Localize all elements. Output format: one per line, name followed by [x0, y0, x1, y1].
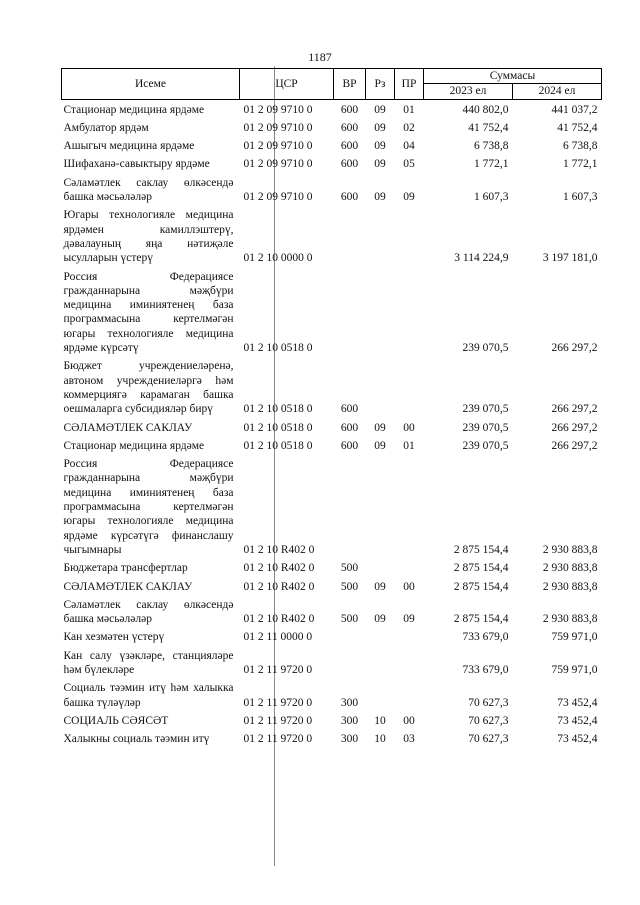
row-pr	[395, 646, 424, 679]
table-row	[62, 595, 602, 628]
row-name: Халыкны социаль тәэмин итү	[63, 733, 210, 746]
row-rz	[366, 558, 395, 576]
table-row	[62, 267, 602, 357]
header-year-2023: 2023 ел	[424, 84, 513, 99]
row-rz: 09	[374, 439, 386, 452]
row-rz: 09	[374, 103, 386, 116]
row-value-2023: 2 875 154,4	[453, 543, 509, 556]
table-row	[62, 136, 602, 154]
row-vr	[334, 205, 366, 266]
row-csr: 01 2 09 9710 0	[243, 103, 313, 116]
row-rz: 10	[374, 714, 386, 727]
row-rz: 09	[374, 140, 386, 153]
header-name: Исеме	[62, 69, 240, 100]
row-pr: 09	[403, 613, 415, 626]
row-name: Ашыгыч медицина ярдәме	[63, 140, 195, 153]
page-number: 1187	[308, 50, 332, 64]
row-csr: 01 2 10 0518 0	[243, 439, 313, 452]
row-value-2023: 733 679,0	[462, 631, 509, 644]
row-rz: 09	[374, 158, 386, 171]
row-vr: 300	[340, 714, 359, 727]
header-vr: ВР	[334, 69, 366, 100]
row-value-2024: 266 297,2	[551, 342, 598, 355]
row-pr	[395, 627, 424, 645]
row-rz	[366, 646, 395, 679]
row-name: Югары технологияле медицина ярдәмен камиллэштерү, дәвалауның яңа нәтиҗәле ысулларын үстерү	[63, 209, 234, 265]
row-csr: 01 2 11 9720 0	[243, 696, 313, 709]
table-row	[62, 646, 602, 679]
row-pr: 02	[403, 121, 415, 134]
row-csr: 01 2 10 0000 0	[243, 252, 313, 265]
row-vr: 500	[340, 580, 359, 593]
row-value-2024: 73 452,4	[557, 714, 598, 727]
row-name: Бюджет учреждениеләренә, автоном учреждениеләргә һәм коммерциягә карамаган башка оешмаларга субсидияләр бирү	[63, 360, 234, 416]
row-rz	[366, 356, 395, 417]
row-value-2024: 266 297,2	[551, 439, 598, 452]
table-row	[62, 729, 602, 747]
header-sums: Суммасы	[424, 69, 602, 84]
row-vr: 500	[340, 613, 359, 626]
row-value-2024: 759 971,0	[551, 663, 598, 676]
row-value-2024: 1 607,3	[563, 191, 598, 204]
row-pr: 00	[403, 714, 415, 727]
row-pr: 00	[403, 421, 415, 434]
budget-table	[61, 68, 602, 747]
row-pr: 00	[403, 580, 415, 593]
row-vr: 500	[340, 562, 359, 575]
row-value-2024: 266 297,2	[551, 421, 598, 434]
row-vr: 600	[340, 140, 359, 153]
row-csr: 01 2 10 0518 0	[243, 342, 313, 355]
table-row	[62, 558, 602, 576]
table-row	[62, 356, 602, 417]
row-name: Россия Федерациясе гражданнарына мәҗбүри медицина иминиятенең база программасына кертелмәгән югары технологияле медицина ярдәме күрсәтүгә финанслашу чыгымнары	[63, 458, 234, 556]
row-pr: 09	[403, 191, 415, 204]
row-vr	[334, 627, 366, 645]
row-rz: 09	[374, 191, 386, 204]
row-value-2023: 70 627,3	[468, 714, 509, 727]
row-value-2024: 3 197 181,0	[542, 252, 598, 265]
row-pr	[395, 678, 424, 711]
row-pr	[395, 267, 424, 357]
header-year-2024: 2024 ел	[513, 84, 602, 99]
row-vr: 300	[340, 733, 359, 746]
row-vr: 600	[340, 103, 359, 116]
row-csr: 01 2 09 9710 0	[243, 140, 313, 153]
row-vr: 600	[340, 403, 359, 416]
row-name: Стационар медицина ярдәме	[63, 103, 205, 116]
row-rz: 09	[374, 613, 386, 626]
row-value-2023: 2 875 154,4	[453, 562, 509, 575]
row-value-2023: 733 679,0	[462, 663, 509, 676]
table-row	[62, 711, 602, 729]
row-value-2023: 2 875 154,4	[453, 613, 509, 626]
row-rz: 09	[374, 421, 386, 434]
row-pr: 01	[403, 103, 415, 116]
row-name: СӘЛАМӘТЛЕК САКЛАУ	[63, 580, 193, 593]
row-name: Кан хезмәтен үстерү	[63, 631, 165, 644]
table-row	[62, 118, 602, 136]
row-value-2023: 1 607,3	[474, 191, 509, 204]
row-vr	[334, 267, 366, 357]
row-csr: 01 2 10 R402 0	[243, 580, 315, 593]
row-pr	[395, 454, 424, 558]
row-csr: 01 2 09 9710 0	[243, 191, 313, 204]
row-csr: 01 2 09 9710 0	[243, 121, 313, 134]
row-pr: 05	[403, 158, 415, 171]
row-csr: 01 2 09 9710 0	[243, 158, 313, 171]
row-rz	[366, 678, 395, 711]
row-name: Сәламәтлек саклау өлкәсендә башка мәсьәләләр	[63, 176, 234, 204]
table-header	[62, 69, 602, 100]
row-name: СӘЛАМӘТЛЕК САКЛАУ	[63, 421, 193, 434]
row-csr: 01 2 10 R402 0	[243, 613, 315, 626]
row-csr: 01 2 11 9720 0	[243, 714, 313, 727]
table-row	[62, 577, 602, 595]
row-vr: 600	[340, 421, 359, 434]
row-value-2023: 70 627,3	[468, 696, 509, 709]
row-value-2024: 2 930 883,8	[542, 580, 598, 593]
table-row	[62, 418, 602, 436]
row-vr: 600	[340, 158, 359, 171]
table-row	[62, 627, 602, 645]
table-row	[62, 99, 602, 118]
row-pr: 03	[403, 733, 415, 746]
header-pr: ПР	[395, 69, 424, 100]
header-csr: ЦСР	[240, 69, 334, 100]
row-name: Амбулатор ярдәм	[63, 121, 149, 134]
row-value-2024: 2 930 883,8	[542, 543, 598, 556]
row-rz	[366, 267, 395, 357]
row-vr: 600	[340, 439, 359, 452]
table-row	[62, 436, 602, 454]
table-row	[62, 154, 602, 172]
row-value-2023: 70 627,3	[468, 733, 509, 746]
row-rz: 09	[374, 121, 386, 134]
row-name: Бюджетара трансфертлар	[63, 562, 188, 575]
row-csr: 01 2 10 0518 0	[243, 421, 313, 434]
row-vr	[334, 646, 366, 679]
row-vr: 300	[340, 696, 359, 709]
row-rz	[366, 627, 395, 645]
row-name: Россия Федерациясе гражданнарына мәҗбүри медицина иминиятенең база программасына кертелмәгән югары технологияле медицина ярдәме күрсәтү	[63, 270, 234, 355]
row-value-2023: 239 070,5	[462, 421, 509, 434]
row-value-2024: 2 930 883,8	[542, 613, 598, 626]
row-name: Сәламәтлек саклау өлкәсендә башка мәсьәләләр	[63, 598, 234, 626]
row-value-2024: 41 752,4	[557, 121, 598, 134]
row-value-2023: 41 752,4	[468, 121, 509, 134]
row-csr: 01 2 10 R402 0	[243, 543, 315, 556]
row-value-2023: 3 114 224,9	[454, 252, 509, 265]
row-value-2024: 1 772,1	[563, 158, 598, 171]
row-csr: 01 2 10 0518 0	[243, 403, 313, 416]
row-value-2024: 266 297,2	[551, 403, 598, 416]
row-value-2024: 6 738,8	[563, 140, 598, 153]
table-row	[62, 173, 602, 206]
row-vr	[334, 454, 366, 558]
row-csr: 01 2 11 9720 0	[243, 733, 313, 746]
row-pr	[395, 558, 424, 576]
row-csr: 01 2 10 R402 0	[243, 562, 315, 575]
row-rz: 09	[374, 580, 386, 593]
row-pr	[395, 356, 424, 417]
table-row	[62, 678, 602, 711]
row-csr: 01 2 11 9720 0	[243, 663, 313, 676]
row-value-2023: 2 875 154,4	[453, 580, 509, 593]
table-row	[62, 205, 602, 266]
row-name: Шифаханә-савыктыру ярдәме	[63, 158, 210, 171]
row-pr: 01	[403, 439, 415, 452]
table-row	[62, 454, 602, 558]
table-body	[62, 99, 602, 747]
row-value-2023: 239 070,5	[462, 439, 509, 452]
row-name: Стационар медицина ярдәме	[63, 439, 205, 452]
row-rz: 10	[374, 733, 386, 746]
row-pr: 04	[403, 140, 415, 153]
row-name: Социаль тәэмин итү һәм халыкка башка түләүләр	[63, 682, 234, 709]
row-vr: 600	[340, 121, 359, 134]
row-value-2024: 441 037,2	[551, 103, 598, 116]
row-value-2023: 1 772,1	[474, 158, 509, 171]
row-name: Кан салу үзәкләре, станцияләре һәм бүлекләре	[63, 649, 234, 676]
row-value-2023: 6 738,8	[474, 140, 509, 153]
row-value-2024: 2 930 883,8	[542, 562, 598, 575]
row-value-2024: 73 452,4	[557, 733, 598, 746]
row-value-2023: 440 802,0	[462, 103, 509, 116]
header-rz: Рз	[366, 69, 395, 100]
row-value-2024: 759 971,0	[551, 631, 598, 644]
row-rz	[366, 205, 395, 266]
row-name: СОЦИАЛЬ СӘЯСӘТ	[63, 714, 169, 727]
row-csr: 01 2 11 0000 0	[243, 631, 313, 644]
row-value-2024: 73 452,4	[557, 696, 598, 709]
row-rz	[366, 454, 395, 558]
row-pr	[395, 205, 424, 266]
row-value-2023: 239 070,5	[462, 342, 509, 355]
row-vr: 600	[340, 191, 359, 204]
row-value-2023: 239 070,5	[462, 403, 509, 416]
